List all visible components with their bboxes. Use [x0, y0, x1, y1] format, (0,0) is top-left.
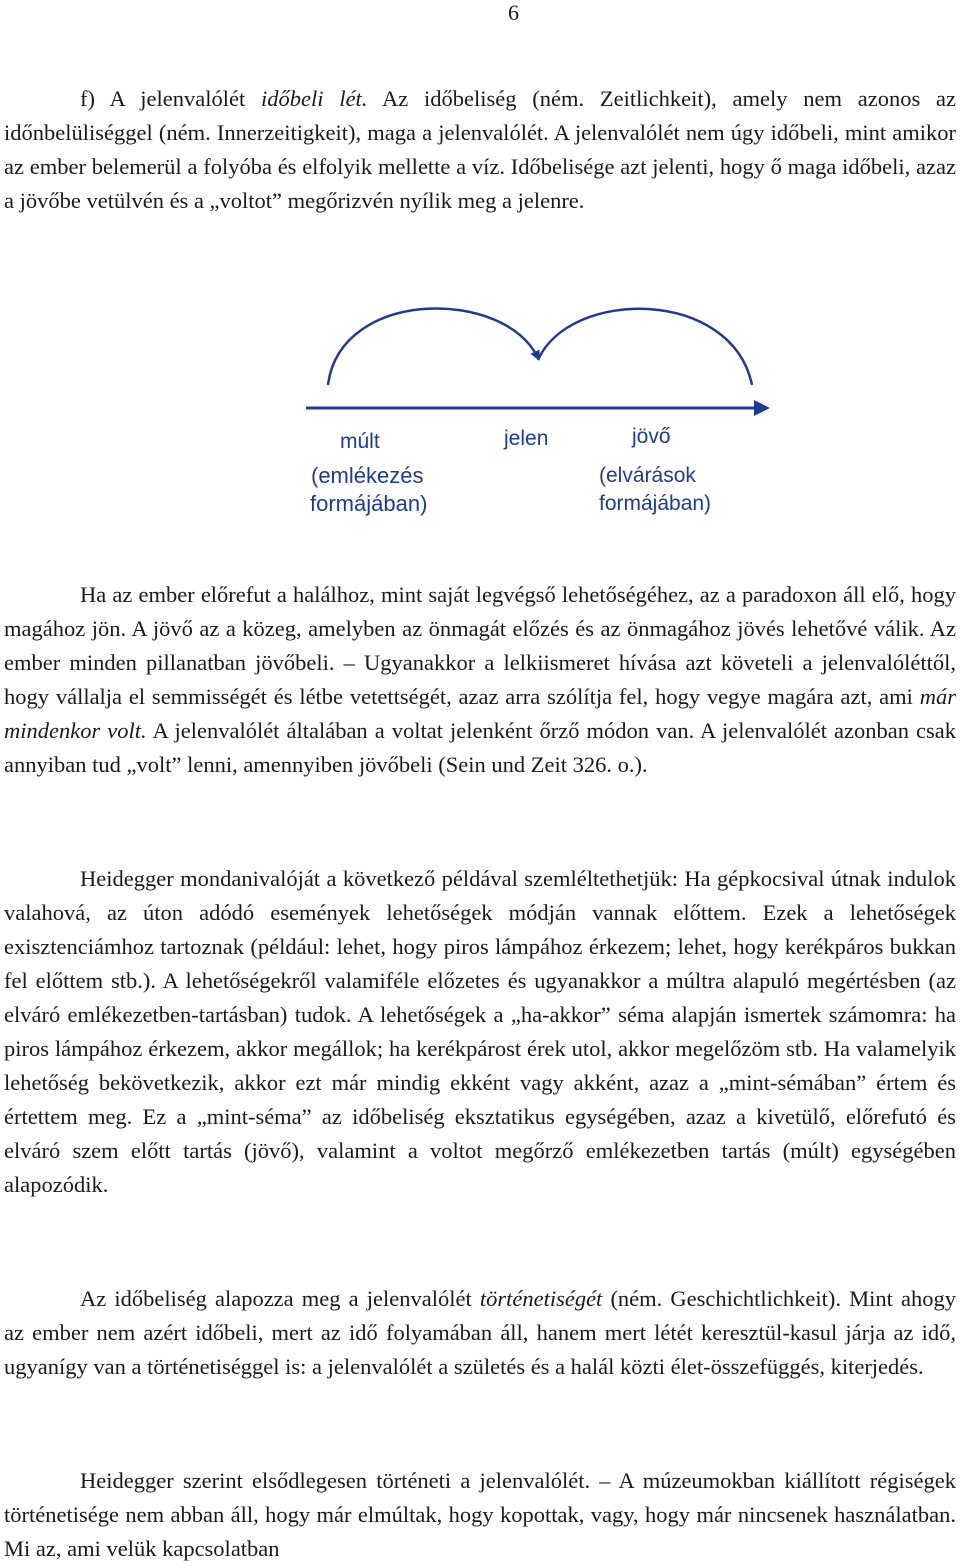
p1-text-1: f) A jelenvalólét: [80, 86, 262, 111]
p5-text-1: Heidegger szerint elsődlegesen történeti a jelenvalólét. – A múzeumokban kiállított régiségek történetisége nem abban áll, hogy már elmúltak, hogy kopottak, vagy, hogy már nincsenek használatban. Mi az, ami velük kapcsolatban: [4, 1468, 956, 1561]
past-sub-1: (emlékezés: [311, 463, 424, 488]
future-label: jövő: [632, 425, 671, 448]
future-sub-1: (elvárások: [599, 464, 696, 487]
timeline-arrowhead: [754, 400, 770, 416]
paragraph-3: [4, 862, 956, 1202]
p2-italic-1: már mindenkor volt.: [4, 684, 956, 743]
p4-text-1: Az időbeliség alapozza meg a jelenvalólét: [80, 1286, 480, 1311]
future-sub-2: formájában): [599, 492, 712, 515]
past-label: múlt: [340, 430, 380, 453]
paragraph-2: [4, 578, 956, 782]
present-label: jelen: [504, 427, 549, 450]
paragraph-5: [4, 1464, 956, 1566]
paragraph-4: [4, 1282, 956, 1384]
p1-text-2: Az időbeliség (ném. Zeitlichkeit), amely nem azonos az időnbelüliséggel (ném. Innerzeitigkeit), maga a jelenvalólét. A jelenvalólét nem úgy időbeli, mint amikor az ember belemerül a folyóba és elfolyik mellette a víz. Időbelisége azt jelenti, hogy ő maga időbeli, azaz a jövőbe vetülvén és a „voltot” megőrizvén nyílik meg a jelenre.: [4, 86, 956, 213]
p3-text-1: Heidegger mondanivalóját a következő példával szemléltethetjük: Ha gépkocsival útnak indulok valahová, az úton adódó események lehetőségek módján vannak előttem. Ezek a lehetőségek exisztenciámhoz tartoznak (például: lehet, hogy piros lámpához érkezem; lehet, hogy kerékpáros bukkan fel előttem stb.). A lehetőségekről valamiféle előzetes és ugyanakkor a múltra alapuló megértésben (az elváró emlékezetben-tartásban) tudok. A lehetőségek a „ha-akkor” séma alapján ismertek számomra: ha piros lámpához érkezem, akkor megállok; ha kerékpárost érek utol, akkor megelőzöm stb. Ha valamelyik lehetőség bekövetkezik, akkor ezt már mindig ekként vagy akként, azaz a „mint-sémában” értem és értettem meg. Ez a „mint-séma” az időbeliség eksztatikus egységében, azaz a kivetülő, előrefutó és elváró szem előtt tartás (jövő), valamint a voltot megőrző emlékezetben tartás (múlt) egységében alapozódik.: [4, 866, 956, 1197]
p4-italic-1: történetiségét: [479, 1286, 603, 1311]
paragraph-1: [4, 82, 956, 218]
past-sub-2: formájában): [310, 491, 428, 516]
present-to-future-arc: [538, 309, 752, 385]
page-number: 6: [508, 0, 519, 25]
p4-text-2: (ném. Geschichtlichkeit). Mint ahogy az ember nem azért időbeli, mert az idő folyamában áll, hanem mert létét keresztül-kasul járja az idő, ugyanígy van a történetiséggel is: a jelenvalólét a születés és a halál közti élet-összefüggés, kiterjedés.: [4, 1286, 956, 1379]
p2-text-1: Ha az ember előrefut a halálhoz, mint saját legvégső lehetőségéhez, az a paradoxon áll elő, hogy magához jön. A jövő az a közeg, amelyben az önmagát előzés és az önmagához jövés lehetővé válik. Az ember minden pillanatban jövőbeli. – Ugyanakkor a lelkiismeret hívása azt követeli a jelenvalóléttől, hogy vállalja el semmisségét és létbe vetettségét, azaz arra szólítja fel, hogy vegye magára azt, ami: [4, 582, 956, 709]
past-to-present-arc: [328, 308, 538, 385]
time-diagram: [300, 300, 780, 530]
p2-text-2: A jelenvalólét általában a voltat jelenként őrző módon van. A jelenvalólét azonban csak annyiban tud „volt” lenni, amennyiben jövőbeli (Sein und Zeit 326. o.).: [4, 718, 957, 777]
p1-italic-1: időbeli lét.: [261, 86, 368, 111]
